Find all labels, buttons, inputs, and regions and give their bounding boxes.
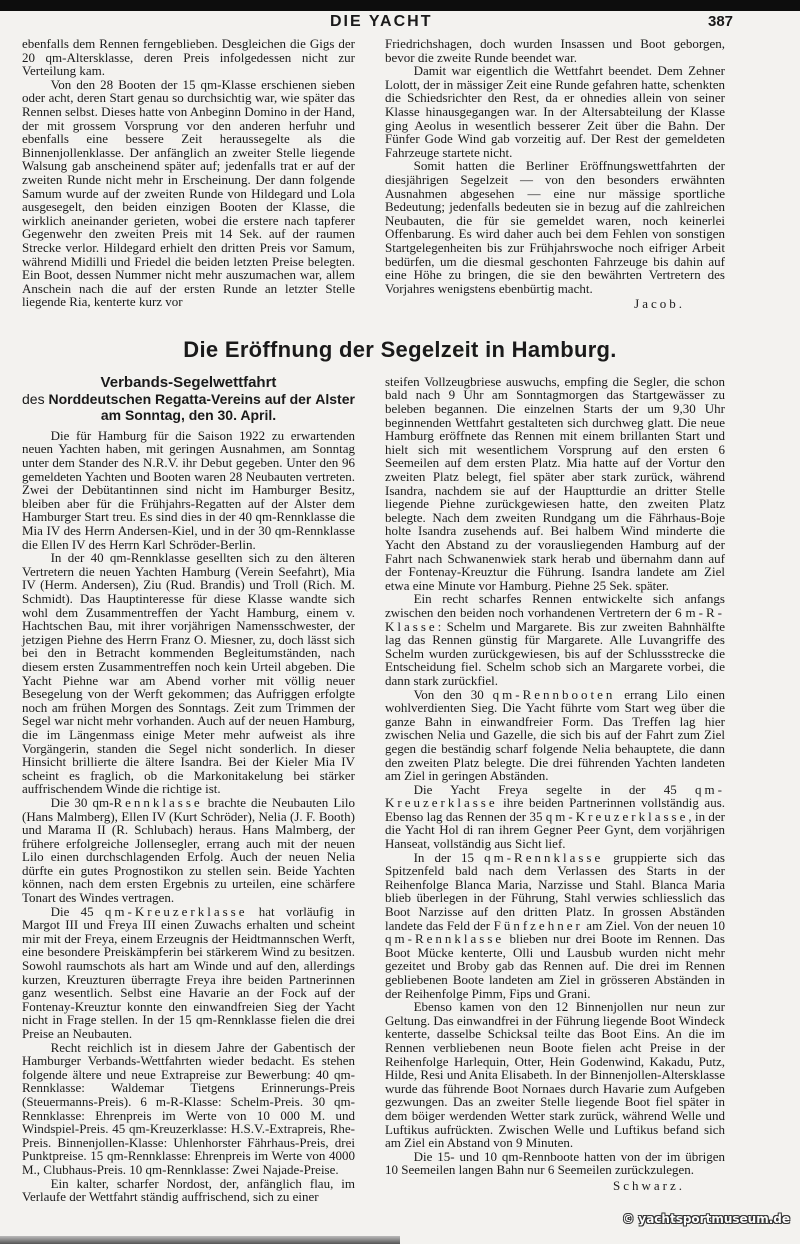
spaced-emphasis: Fünfzehner xyxy=(493,917,583,933)
watermark: © yachtsportmuseum.de xyxy=(622,1211,790,1226)
paragraph xyxy=(385,851,725,1001)
paragraph xyxy=(22,1041,355,1177)
article-subtitle xyxy=(22,375,355,423)
paragraph xyxy=(385,783,725,851)
prev-article xyxy=(0,37,800,311)
author-signature: Schwarz. xyxy=(612,1177,685,1193)
text-run: Recht reichlich ist in diesem Jahre der Gabentisch der Hamburger Verbands-Wettfahrten wieder bedacht. Es stehen folgende ältere und neue Extrapreise zur Bewerbung: 40 qm-Rennklasse: Waldemar Tietgens Erinnerungs-Preis (Steuermanns-Preis). 6 m-R-Klasse: Schelm-Preis. 30 qm-Rennklasse: Ehrenpreis im Werte von 10 000 M. und Windspiel-Preis. 45 qm-Kreuzerklasse: H.S.V.-Extrapreis, Rhe-Preis. Binnenjollen-Klasse: Uhlenhorster Fährhaus-Preis, drei Punktpreise. 15 qm-Rennklasse: Ehrenpreis im Werte von 4000 M., Clubhaus-Preis. 10 qm-Rennklasse: Zwei Najade-Preise. xyxy=(22,1039,355,1177)
spaced-emphasis: qm-Rennklasse xyxy=(484,849,604,865)
article-left-text xyxy=(22,429,355,1204)
text-run: : Schelm und Margarete. Bis zur zweiten Bahnhälfte lag das Rennen günstig für Margarete. Alle Luvangriffe des Schelm wurden zurückgewiesen, bis auf der Schlussstrecke die Entscheidung fiel. Schelm schob sich an Margarete vorbei, die dann stark zurückfiel. xyxy=(385,618,725,688)
text-run: Damit war eigentlich die Wettfahrt beendet. Dem Zehner Lolott, der in mässiger Zeit eine Runde gefahren hatte, schenkten die Schiedsrichter den Rest, da er ohnedies allein von seiner Klasse hinausgegangen war. In der Altersabteilung der Klasse ging Aeolus in wesentlich besserer Zeit über die Bahn. Der Fünfer Gode Wind gab vorzeitig auf. Der Rest der gemeldeten Fahrzeuge startete nicht. xyxy=(385,63,725,160)
text-run: errang Lilo einen wohlverdienten Sieg. Die Yacht führte vom Start weg über die ganze Bahn in einwandfreier Form. Das Treffen lag hier zwischen Nelia und Gazelle, die sich bis auf der Fahrt zum Ziel gegen die beständig scharf folgende Nelia behauptete, die dann den zweiten Platz belegte. Die drei führenden Yachten landeten am Ziel in geringen Abständen. xyxy=(385,686,726,784)
author-signature: Jacob. xyxy=(634,296,685,312)
paragraph xyxy=(385,37,725,64)
spaced-emphasis: Rennklasse xyxy=(113,794,203,810)
subtitle-word: auf xyxy=(264,390,286,407)
spaced-emphasis: m-R-Klasse xyxy=(385,604,725,634)
paragraph xyxy=(22,78,355,309)
article-right-text xyxy=(385,375,725,1177)
article xyxy=(0,375,800,1204)
subtitle-word: der xyxy=(289,390,312,407)
paragraph xyxy=(385,375,725,593)
subtitle-line-3: am Sonntag, den 30. April. xyxy=(100,406,277,423)
page-header xyxy=(0,11,800,37)
text-run: Ein recht scharfes Rennen entwickelte sich anfangs zwischen den beiden noch vorhandenen Vertretern der 6 xyxy=(385,591,725,620)
text-run: In der 15 xyxy=(413,849,485,865)
subtitle-line-2 xyxy=(22,391,355,407)
text-run: Die 30 qm- xyxy=(50,794,114,810)
paragraph xyxy=(22,551,355,796)
spaced-emphasis: qm-Kreuzerklasse xyxy=(385,781,725,811)
text-run: Die 45 xyxy=(50,903,105,919)
paragraph xyxy=(385,592,725,687)
running-head: DIE YACHT xyxy=(330,13,433,30)
prev-article-right-text xyxy=(385,37,725,295)
page-footer xyxy=(0,1212,800,1236)
paragraph xyxy=(385,688,725,783)
text-run: brachte die Neubauten Lilo (Hans Malmberg), Ellen IV (Kurt Schröder), Nelia (J. F. Booth) und Marama II (R. Schlubach) heraus. Hans Malmberg, der frühere erfolgreiche Jollensegler, errang auch mit der neuen Lilo einen durchschlagenden Erfolg. Auch der neuen Nelia dürfte ein gutes Prognostikon zu stellen sein. Beide Yachten können, nach dem ersten Ergebnis zu urteilen, eine schärfere Tonart des Windes vertragen. xyxy=(22,794,356,906)
subtitle-word: Alster xyxy=(315,390,355,407)
text-run: am Ziel. Von der neuen 10 xyxy=(582,917,725,933)
paragraph xyxy=(385,1000,725,1150)
text-run: Die für Hamburg für die Saison 1922 zu erwartenden neuen Yachten haben, mit geringen Ausnahmen, am Sonntag unter dem Stander des N.R.V. ihr Debut gegeben. Unter den 96 gemeldeten Yachten und Booten waren 28 Neubauten vertreten. Zwei der Debütantinnen sind nicht im Hamburger Besitz, bleiben aber für die Frühjahrs-Regatten auf der Alster dem Hamburger Start treu. Es sind dies in der 40 qm-Rennklasse die Mia IV des Herrn Andersen-Kiel, und in der 30 qm-Rennklasse die Ellen IV des Herrn Karl Schröder-Berlin. xyxy=(22,427,355,552)
paragraph xyxy=(22,796,355,905)
text-run: Von den 30 xyxy=(413,686,493,702)
article-title: Die Eröffnung der Segelzeit in Hamburg. xyxy=(183,336,617,362)
text-run: blieben nur drei Boote im Rennen. Das Boot Mücke kenterte, Olli und Lausbub wurden nicht mehr gezeitet und Broby gab das Rennen auf. Die drei im Rennen gebliebenen Boote landeten am Ziel in grösseren Abständen in der Reihenfolge Pimm, Fips und Grani. xyxy=(385,931,725,1001)
text-run: , in der die Yacht Hol di ran ihrem Gegner Peer Gynt, dem vorjährigen Hanseat, vollständig aus Sicht lief. xyxy=(385,808,725,852)
paragraph xyxy=(385,1150,725,1177)
text-run: ihre beiden Partnerinnen vollständig aus. Ebenso lag das Rennen der 35 xyxy=(385,795,725,824)
text-run: steifen Vollzeugbriese auswuchs, empfing die Segler, die schon bald nach 9 Uhr am Sonntagmorgen das Startgewässer zu beleben begannen. Die einzelnen Starts der um 9,30 Uhr beginnenden Wettfahrt gestalteten sich durchweg glatt. Die neue Hamburg eröffnete das Rennen mit einem brillanten Start und hielt sich mit wesentlichem Vorsprung auf den ersten 6 Seemeilen auf dem ersten Platz. Mia hatte auf der Vortur den zweiten Platz belegt, fiel später aber stark zurück, während Isandra, nachdem sie auf der Hauptturdie an dritter Stelle liegende Piehne zurückgewiesen hatte, den zweiten Platz belegte. Nach dem zweiten Rundgang um die Fährhaus-Boje holte Isandra zusehends auf. Bei halbem Wind minderte die Yacht den Abstand zu der vorausliegenden Hamburg auf der Fahrt nach Schwanenwiek stark herab und übernahm dann auf der Fontenay-Kreuztur die Führung. Isandra landete am Ziel etwa eine Minute vor Hamburg. Piehne 25 Sek. später. xyxy=(385,373,725,593)
spaced-emphasis: qm-Kreuzerklasse xyxy=(545,808,689,824)
prev-article-left-column xyxy=(22,37,355,309)
article-right-column xyxy=(385,375,725,1193)
page-number: 387 xyxy=(708,13,734,30)
text-run: gruppierte sich das Spitzenfeld bald nach dem Verlassen des Starts in der Reihenfolge Blanca Maria, Narzisse und Stahl. Blanca Maria blieb überlegen in der Führung, Stahl verwies schliesslich das Boot Narzisse auf den dritten Platz. In grossen Abständen landete das Feld der xyxy=(385,849,725,933)
text-run: Ein kalter, scharfer Nordost, der, anfänglich flau, im Verlaufe der Wettfahrt ständig auffrischend, sich zu einer xyxy=(22,1175,355,1205)
text-run: Ebenso kamen von den 12 Binnenjollen nur neun zur Geltung. Das einwandfrei in der Führung liegende Boot Windeck kenterte, dasselbe Schicksal teilte das Boot Eins. An die im Rennen verbliebenen neun Boote fielen acht Preise in der Reihenfolge Harlequin, Otter, Hein Godenwind, Kakadu, Putz, Hilde, Resi und Anita Elisabeth. In der Binnenjollen-Altersklasse wurde das führende Boot Nornaes durch Havarie zum Aufgeben gezwungen. Das an zweiter Stelle liegende Boot fiel später in dem böiger werdenden Wetter stark zurück, während Welle und Luftikus aufrückten. Zwischen Welle und Luftikus befand sich am Ziel ein Abstand von 9 Minuten. xyxy=(385,999,725,1151)
paragraph xyxy=(22,905,355,1041)
text-run: hat vorläufig in Margot III und Freya III einen Zuwachs erhalten und scheint mir mit der Freya, einem Erzeugnis der Heidtmannschen Werft, eine besondere Preiskämpferin bei stärkerem Wind zu besitzen. Sowohl raumschots als hart am Winde und auf den, allerdings kurzen, Kreuzturen überragte Freya ihre beiden Partnerinnen ganz wesentlich. Selbst eine Havarie an der Fock auf der Fontenay-Kreuztur konnte den einwandfreien Sieg der Yacht nicht in Frage stellen. In der 15 qm-Rennklasse fielen die drei Preise an Neubauten. xyxy=(22,903,355,1041)
paragraph xyxy=(22,1177,355,1204)
scan-edge-bottom xyxy=(0,1236,400,1244)
spaced-emphasis: qm-Kreuzerklasse xyxy=(104,903,248,919)
paragraph xyxy=(385,159,725,295)
subtitle-word: Regatta-Vereins xyxy=(155,390,261,407)
paragraph xyxy=(22,37,355,78)
paragraph xyxy=(385,64,725,159)
subtitle-word: des xyxy=(22,390,45,407)
article-left-column xyxy=(22,375,355,1204)
prev-article-right-column xyxy=(385,37,725,311)
spaced-emphasis: qm-Rennklasse xyxy=(385,931,505,947)
text-run: Friedrichshagen, doch wurden Insassen und Boot geborgen, bevor die zweite Runde beendet war. xyxy=(385,36,725,65)
text-run: Die Yacht Freya segelte in der 45 xyxy=(413,781,696,797)
subtitle-line-1: Verbands-Segelwettfahrt xyxy=(100,373,277,391)
text-run: In der 40 qm-Rennklasse gesellten sich zu den älteren Vertretern die neuen Yachten Hamburg (Verein Seefahrt), Mia IV (Herm. Andersen), Ziu (Rud. Brandis) und Troll (Rich. M. Schmidt). Das Hauptinteresse für diese Klasse wandte sich wohl dem Zusammentreffen der Yacht Hamburg, einem v. Hachtschen Bau, mit ihrer vorjährigen Namensschwester, der jetzigen Piehne des Herrn Franz O. Miesner, zu, doch lässt sich bei den in Betracht kommenden Begleitumständen, nach diesem ersten Zusammentreffen noch kein Urteil abgeben. Die Yacht Piehne war am Abend vorher mit völlig neuer Besegelung von der Werft gekommen; das Aufriggen erfolgte noch am frühen Morgen des Sonntags. Zeit zum Trimmen der Segel war nicht mehr vorhanden. Auch auf der neuen Hamburg, die im Längenmass einige Meter mehr aufweist als ihre Vorgängerin, standen die Segel nicht sonderlich. In dieser Hinsicht brillierte die ältere Isandra. Bei der Kieler Mia IV scheint es fraglich, ob die Markonitakelung bei stärker auffrischendem Winde die richtige ist. xyxy=(22,550,355,797)
scan-edge-top xyxy=(0,0,800,11)
text-run: Die 15- und 10 qm-Rennboote hatten von der im übrigen 10 Seemeilen langen Bahn nur 6 Seemeilen zurückzulegen. xyxy=(385,1148,725,1178)
text-run: Von den 28 Booten der 15 qm-Klasse erschienen sieben oder acht, deren Start genau so durchsichtig war, wie später das Rennen selbst. Dieses hatte von Anbeginn Domino in der Hand, der mit grossem Vorsprung vor den anderen herfuhr und ebenfalls eine bessere Zeit heraussegelte als die Binnenjollenklasse. Der anfänglich an zweiter Stelle liegende Walsung gab anscheinend später auf; jedenfalls trat er auf der zweiten Runde nicht mehr in Erscheinung. Der dann folgende Samum wurde auf der zweiten Runde von Hildegard und Lola ausgesegelt, den beiden einzigen Booten der Klasse, die wirklich aneinander gerieten, wobei die erstere nach tapferer Gegenwehr den zweiten Preis mit 14 Sek. auf der raumen Strecke verlor. Hildegard erhielt den dritten Preis vor Samum, während Midilli und Friedel die beiden letzten Preise belegten. Ein Boot, dessen Nummer nicht mehr auszumachen war, allem Anschein nach die auf der ersten Runde an letzter Stelle liegende Ria, kenterte kurz vor xyxy=(22,76,355,310)
text-run: ebenfalls dem Rennen ferngeblieben. Desgleichen die Gigs der 20 qm-Altersklasse, deren Preis infolgedessen nicht zur Verteilung kam. xyxy=(22,36,355,79)
subtitle-word: Norddeutschen xyxy=(48,390,152,407)
spaced-emphasis: qm-Rennbooten xyxy=(492,686,616,702)
paragraph xyxy=(22,429,355,551)
text-run: Somit hatten die Berliner Eröffnungswettfahrten der diesjährigen Segelzeit — von den besonders erwähnten Ausnahmen abgesehen — eine nur mässige sportliche Bedeutung; jedenfalls bedeuten sie in bezug auf die zahlreichen Neubauten, die für sie gemeldet waren, noch keinerlei Offenbarung. Es wird daher auch bei dem Fehlen von sonstigen Startgelegenheiten bis zur Frühjahrswoche noch eifriger Arbeit bedürfen, um die diesmal geschonten Fahrzeuge bis dahin auf eine Höhe zu bringen, die sie den bewährten Vertretern des Vorjahres wenigstens ebenbürtig macht. xyxy=(385,158,725,296)
